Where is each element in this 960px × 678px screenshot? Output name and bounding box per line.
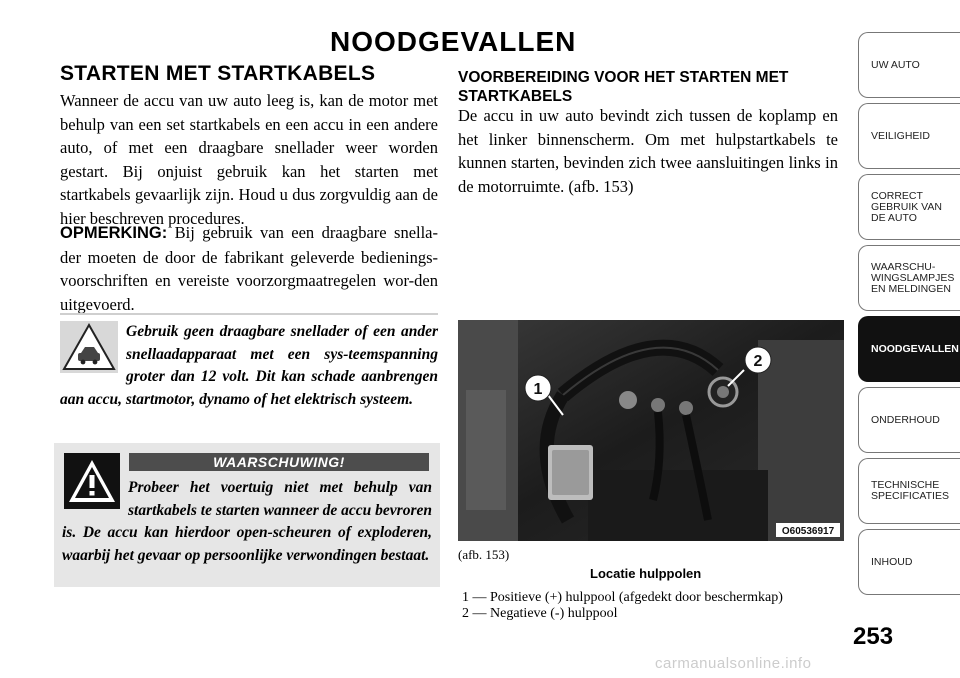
tab-technische-specificaties[interactable]: TECHNISCHE SPECIFICATIES — [858, 458, 960, 524]
section-heading: STARTEN MET STARTKABELS — [60, 62, 376, 85]
figure-photo — [458, 320, 844, 541]
watermark: carmanualsonline.info — [655, 655, 812, 672]
figure-caption: Locatie hulppolen — [590, 566, 702, 581]
caution-text: Gebruik geen draagbare snellader of een ander snellaadapparaat met een sys-teemspanning groter dan 12 volt. Dit kan schade aanbrengen aan accu, startmotor, dynamo of het elektrisch systeem. — [60, 323, 438, 408]
tab-noodgevallen[interactable]: NOODGEVALLEN — [858, 316, 960, 382]
note-text: Bij gebruik van een draagbare snella-der moeten de door de fabrikant geleverde bedienings-voorschriften en vereiste voorzorgmaatregelen wor-den uitgevoerd. — [60, 223, 438, 314]
warning-box — [54, 443, 440, 587]
tab-correct-gebruik[interactable]: CORRECT GEBRUIK VAN DE AUTO — [858, 174, 960, 240]
warning-text-block — [62, 477, 432, 567]
caution-divider — [60, 313, 438, 315]
legend-item: 1 — Positieve (+) hulppool (afgedekt door beschermkap) — [462, 590, 783, 605]
page-title: NOODGEVALLEN — [330, 26, 577, 57]
figure-code: O60536917 — [781, 526, 835, 537]
legend-item: 2 — Negatieve (-) hulppool — [462, 606, 618, 621]
figure-marker-1: 1 — [533, 381, 543, 398]
chapter-tabs — [858, 32, 960, 600]
tab-inhoud[interactable]: INHOUD — [858, 529, 960, 595]
note-label: OPMERKING: — [60, 224, 168, 242]
figure-marker-2: 2 — [753, 353, 763, 370]
page-number: 253 — [853, 623, 894, 650]
figure-legend — [462, 590, 783, 622]
car-caution-icon — [60, 321, 118, 373]
intro-paragraph: Wanneer de accu van uw auto leeg is, kan de motor met behulp van een set startkabels en een accu in een andere auto, of met een draagbare snellader weer worden gestart. Bij onjuist gebruik kan het starten met startkabels gevaarlijk zijn. Houd u dus zorgvuldig aan de hier beschreven procedures. — [60, 91, 438, 228]
tab-waarschuwingslampjes[interactable]: WAARSCHU- WINGSLAMPJES EN MELDINGEN — [858, 245, 960, 311]
warning-text: Probeer het voertuig niet met behulp van startkabels te starten wanneer de accu bevroren is. De accu kan hierdoor open-scheuren of exploderen, waarbij het gevaar op persoonlijke verwondingen bestaat. — [62, 479, 432, 564]
tab-onderhoud[interactable]: ONDERHOUD — [858, 387, 960, 453]
tab-veiligheid[interactable]: VEILIGHEID — [858, 103, 960, 169]
prep-paragraph: De accu in uw auto bevindt zich tussen de koplamp en het linker binnenscherm. Om met hulpstartkabels te kunnen starten, bevinden zich twee aansluitingen links in de motorruimte. (afb. 153) — [458, 106, 838, 196]
caution-block — [60, 313, 438, 411]
note-paragraph — [60, 221, 438, 316]
figure-label: (afb. 153) — [458, 547, 510, 562]
warning-header: WAARSCHUWING! — [129, 453, 429, 471]
prep-heading: VOORBEREIDING VOOR HET STARTEN MET STARTKABELS — [458, 69, 789, 105]
tab-uw-auto[interactable]: UW AUTO — [858, 32, 960, 98]
